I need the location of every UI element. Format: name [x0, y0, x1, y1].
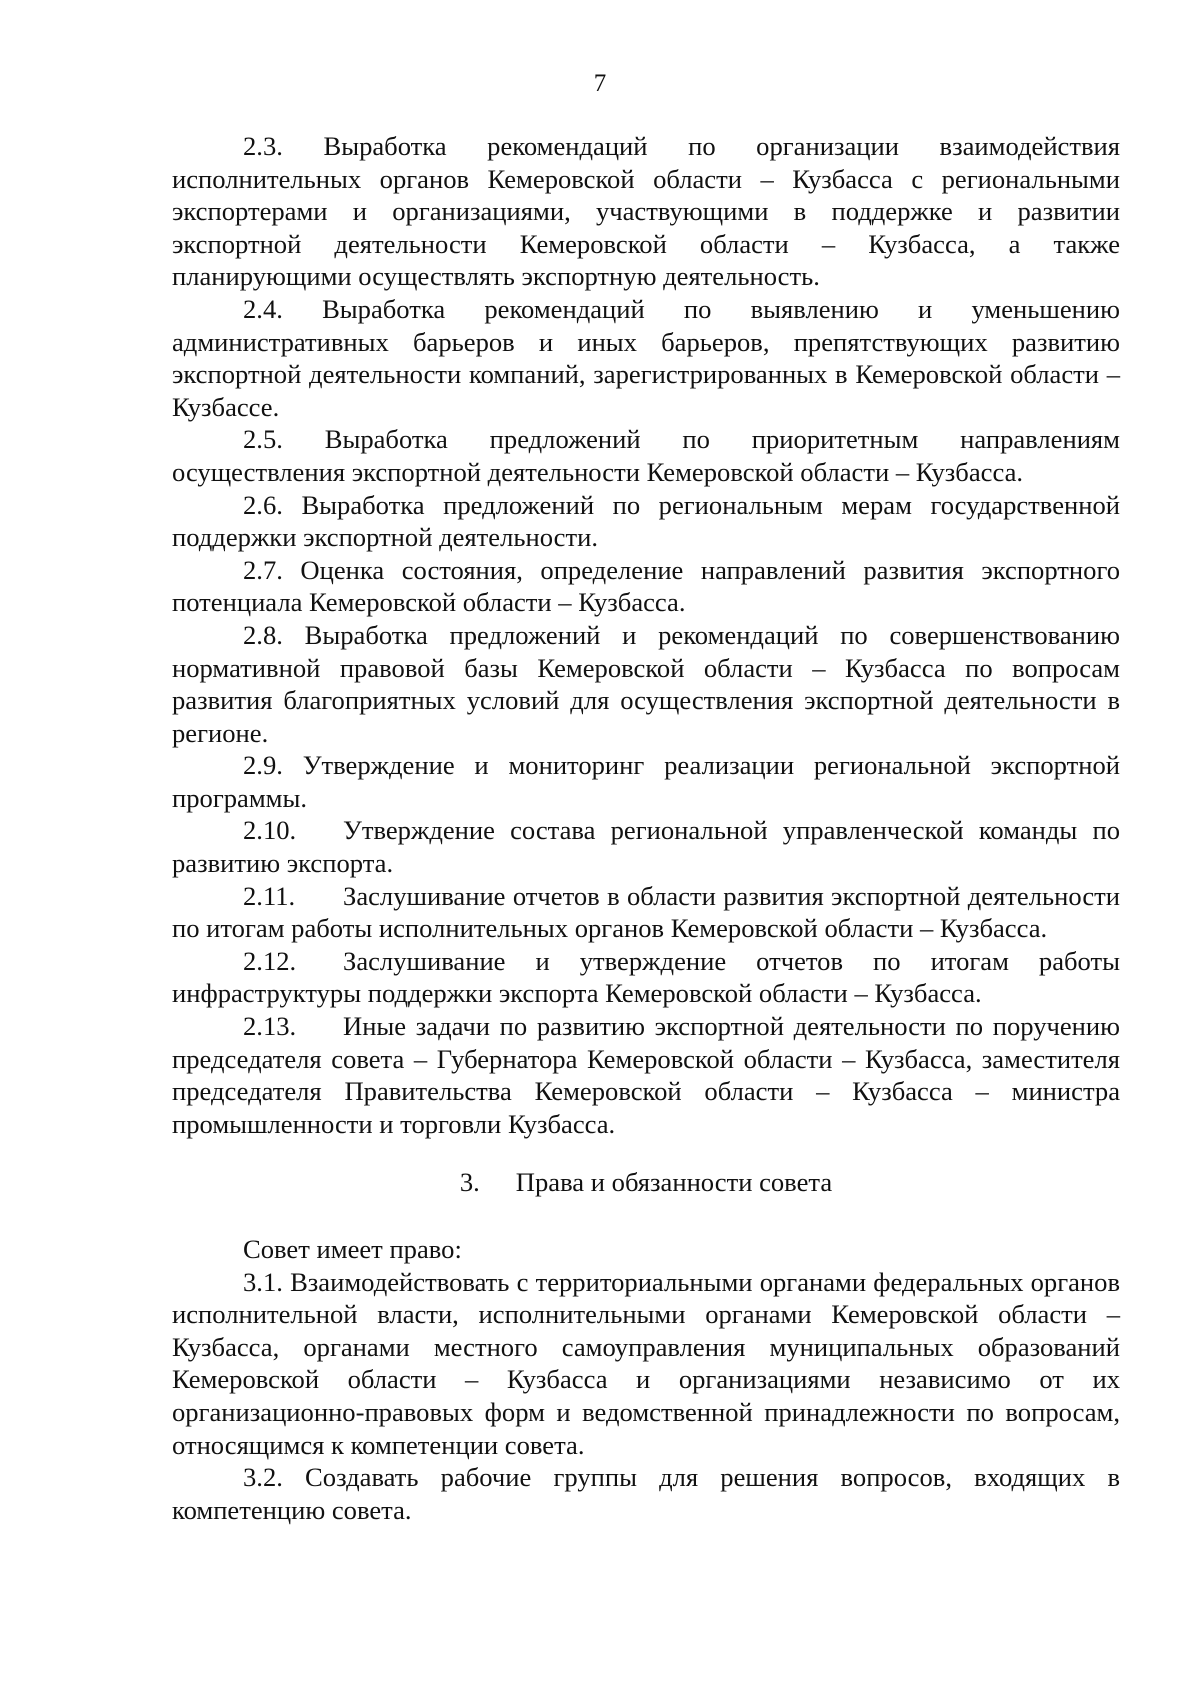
item-text: Заслушивание отчетов в области развития экспортной деятельности по итогам работы исполнительных органов Кемеровской области – Кузбасса.	[172, 880, 1120, 944]
paragraph-2-10	[172, 814, 1120, 879]
paragraph-2-11	[172, 880, 1120, 945]
item-number: 2.10.	[243, 815, 297, 846]
paragraph-2-9: 2.9. Утверждение и мониторинг реализации региональной экспортной программы.	[172, 750, 1120, 813]
paragraph-2-5: 2.5. Выработка предложений по приоритетным направлениям осуществления экспортной деятельности Кемеровской области – Кузбасса.	[172, 424, 1120, 487]
item-number: 2.12.	[243, 945, 297, 976]
paragraph-2-4: 2.4. Выработка рекомендаций по выявлению и уменьшению административных барьеров и иных барьеров, препятствующих развитию экспортной деятельности компаний, зарегистрированных в Кемеровской области – Кузбассе.	[172, 293, 1120, 422]
paragraph-3-2: 3.2. Создавать рабочие группы для решения вопросов, входящих в компетенцию совета.	[172, 1462, 1120, 1525]
paragraph-3-1: 3.1. Взаимодействовать с территориальными органами федеральных органов исполнительной власти, исполнительными органами Кемеровской области – Кузбасса, органами местного самоуправления муниципальных образований Кемеровской области – Кузбасса и организациями независимо от их организационно-правовых форм и ведомственной принадлежности по вопросам, относящимся к компетенции совета.	[172, 1266, 1120, 1460]
paragraph-2-3: 2.3. Выработка рекомендаций по организации взаимодействия исполнительных органов Кемеровской области – Кузбасса с региональными экспортерами и организациями, участвующими в поддержке и развитии экспортной деятельности Кемеровской области – Кузбасса, а также планирующими осуществлять экспортную деятельность.	[172, 131, 1120, 292]
section-3-intro: Совет имеет право:	[243, 1234, 462, 1264]
paragraph-2-8: 2.8. Выработка предложений и рекомендаций по совершенствованию нормативной правовой базы Кемеровской области – Кузбасса по вопросам развития благоприятных условий для осуществления экспортной деятельности в регионе.	[172, 619, 1120, 748]
document-body	[172, 130, 1120, 1526]
paragraph-2-7: 2.7. Оценка состояния, определение направлений развития экспортного потенциала Кемеровской области – Кузбасса.	[172, 554, 1120, 618]
paragraph-2-12	[172, 945, 1120, 1010]
item-number: 2.13.	[243, 1011, 297, 1042]
paragraph-2-6: 2.6. Выработка предложений по региональным мерам государственной поддержки экспортной деятельности.	[172, 489, 1120, 553]
item-text: Утверждение состава региональной управленческой команды по развитию экспорта.	[172, 815, 1120, 879]
item-text: Заслушивание и утверждение отчетов по итогам работы инфраструктуры поддержки экспорта Кемеровской области – Кузбасса.	[172, 945, 1120, 1009]
section-title: Права и обязанности совета	[515, 1167, 833, 1198]
paragraph-2-13	[172, 1010, 1120, 1140]
page-number: 7	[593, 70, 607, 97]
item-text: Иные задачи по развитию экспортной деятельности по поручению председателя совета – Губернатора Кемеровской области – Кузбасса, заместителя председателя Правительства Кемеровской области – Кузбасса – министра промышленности и торговли Кузбасса.	[172, 1011, 1120, 1139]
section-3-heading	[172, 1166, 1120, 1199]
section-number: 3.	[459, 1167, 480, 1198]
item-number: 2.11.	[243, 880, 296, 911]
